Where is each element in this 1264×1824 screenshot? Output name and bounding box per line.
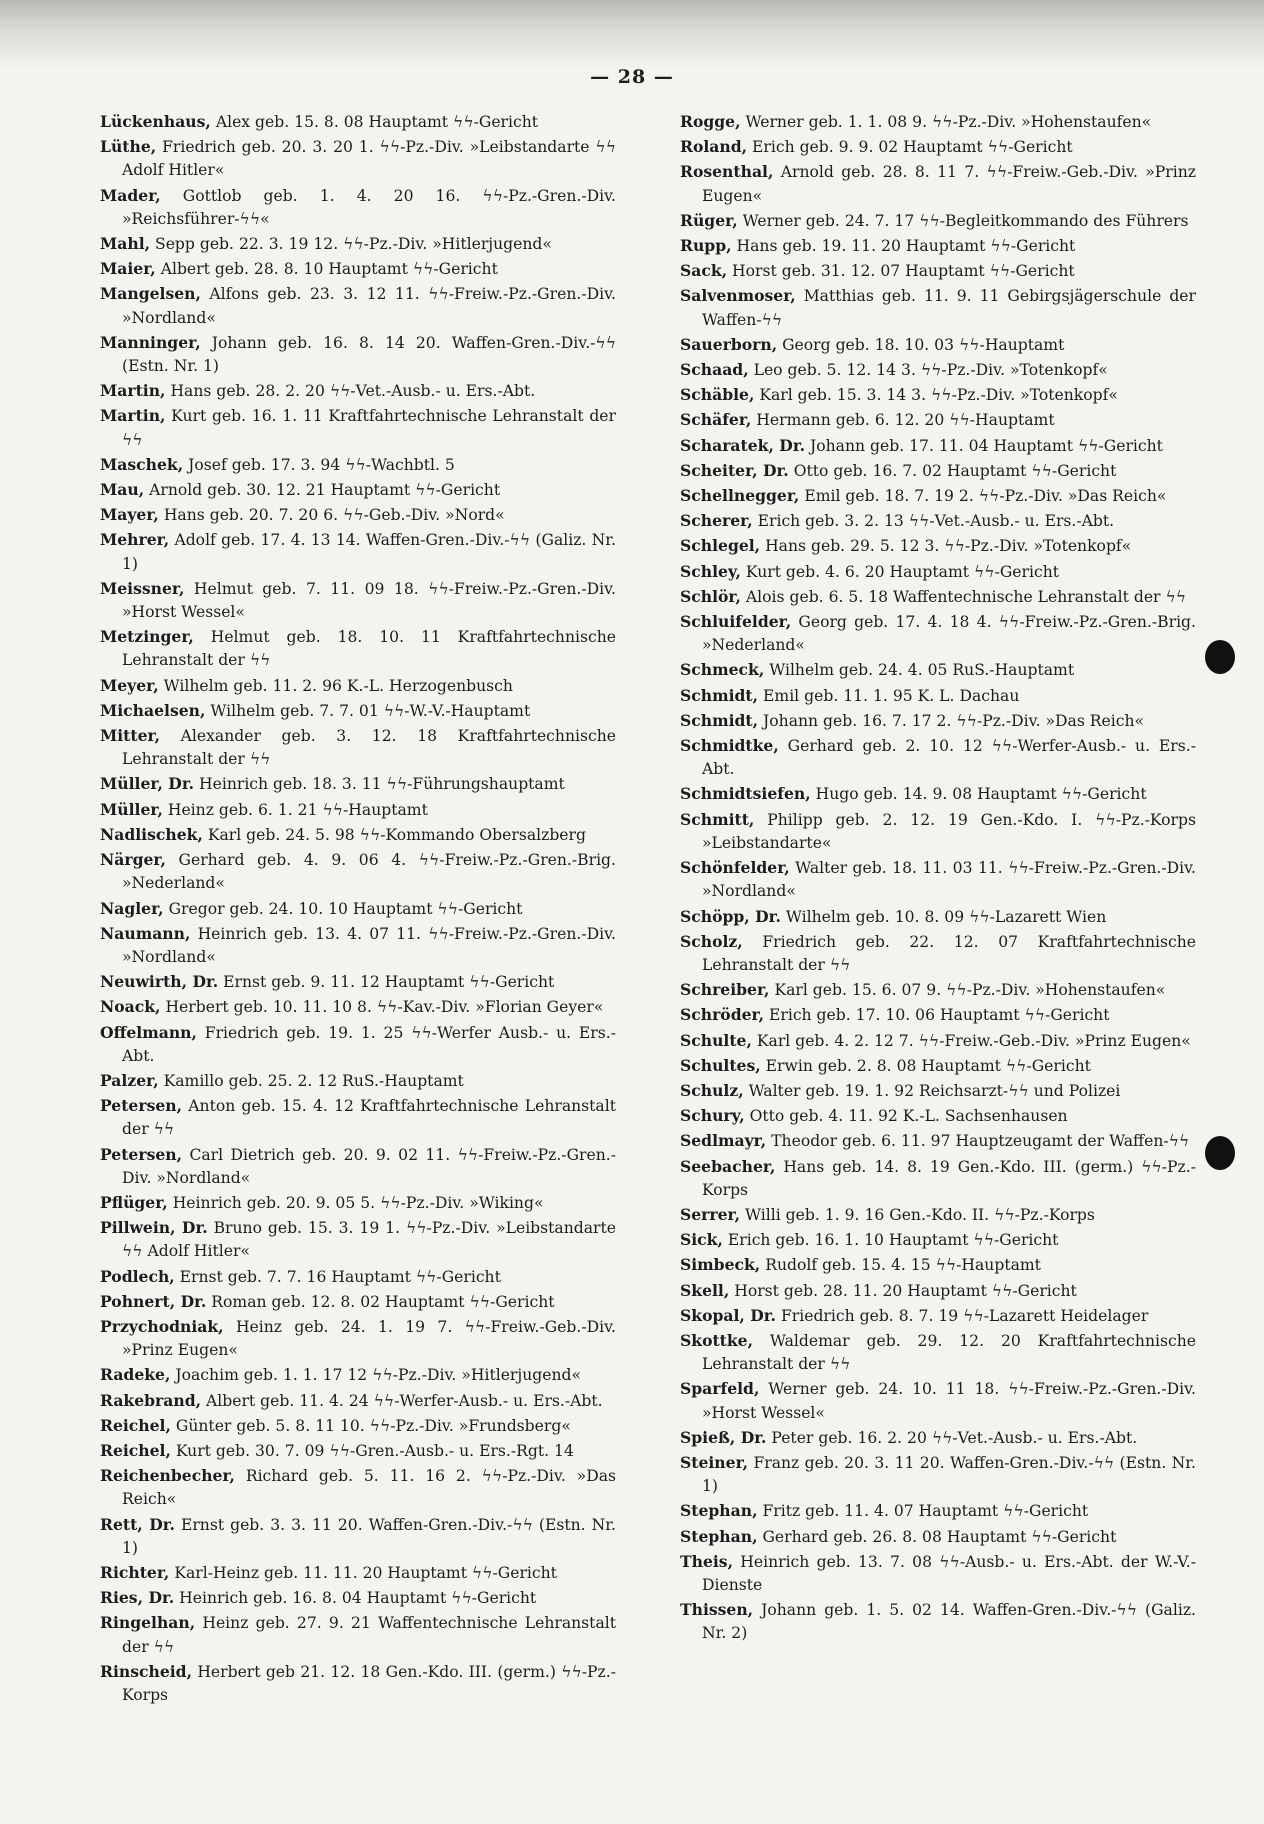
list-item bbox=[100, 798, 616, 822]
entry-details: Hans geb. 20. 7. 20 6. ϟϟ-Geb.-Div. »Nord« bbox=[158, 506, 505, 525]
entry-name: Schmidt, bbox=[680, 685, 759, 705]
entry-details: Heinrich geb. 13. 7. 08 ϟϟ-Ausb.- u. Ers.-Abt. der W.-V.-Dienste bbox=[702, 1552, 1196, 1594]
entry-details: Arnold geb. 28. 8. 11 7. ϟϟ-Freiw.-Geb.-Div. »Prinz Eugen« bbox=[702, 163, 1196, 205]
entry-name: Sedlmayr, bbox=[680, 1131, 767, 1151]
entry-details: Hans geb. 19. 11. 20 Hauptamt ϟϟ-Gericht bbox=[731, 237, 1076, 256]
entry-details: Alfons geb. 23. 3. 12 11. ϟϟ-Freiw.-Pz.-Gren.-Div. »Nordland« bbox=[122, 285, 616, 327]
entry-name: Spieß, Dr. bbox=[680, 1427, 767, 1447]
list-item bbox=[680, 484, 1196, 508]
entry-name: Schäble, bbox=[680, 385, 755, 405]
entry-details: Friedrich geb. 8. 7. 19 ϟϟ-Lazarett Heidelager bbox=[776, 1306, 1149, 1325]
entry-details: Walter geb. 18. 11. 03 11. ϟϟ-Freiw.-Pz.-Gren.-Div. »Nordland« bbox=[702, 859, 1196, 901]
entry-details: Herbert geb 21. 12. 18 Gen.-Kdo. III. (germ.) ϟϟ-Pz.-Korps bbox=[122, 1662, 616, 1704]
entry-name: Richter, bbox=[100, 1562, 170, 1582]
entry-name: Scheiter, Dr. bbox=[680, 460, 789, 480]
list-item bbox=[680, 408, 1196, 432]
entry-details: Richard geb. 5. 11. 16 2. ϟϟ-Pz.-Div. »Das Reich« bbox=[122, 1467, 616, 1509]
entry-name: Scherer, bbox=[680, 511, 753, 531]
punch-hole-mark bbox=[1205, 1136, 1235, 1170]
entry-details: Arnold geb. 30. 12. 21 Hauptamt ϟϟ-Gericht bbox=[144, 481, 501, 500]
list-item bbox=[680, 358, 1196, 382]
entry-details: Hans geb. 28. 2. 20 ϟϟ-Vet.-Ausb.- u. Ers.-Abt. bbox=[165, 382, 536, 401]
list-item bbox=[100, 922, 616, 969]
entry-name: Radeke, bbox=[100, 1365, 171, 1385]
list-item bbox=[100, 674, 616, 698]
entry-name: Thissen, bbox=[680, 1600, 754, 1620]
list-item bbox=[680, 1129, 1196, 1153]
list-item bbox=[680, 383, 1196, 407]
entry-name: Müller, bbox=[100, 799, 163, 819]
entry-details: Johann geb. 17. 11. 04 Hauptamt ϟϟ-Gericht bbox=[805, 436, 1163, 455]
list-item bbox=[680, 1228, 1196, 1252]
entry-name: Ringelhan, bbox=[100, 1613, 196, 1633]
entry-details: Theodor geb. 6. 11. 97 Hauptzeugamt der Waffen-ϟϟ bbox=[766, 1132, 1190, 1151]
entry-name: Naumann, bbox=[100, 923, 191, 943]
entry-name: Meissner, bbox=[100, 578, 185, 598]
entry-details: Alois geb. 6. 5. 18 Waffentechnische Lehranstalt der ϟϟ bbox=[740, 587, 1187, 606]
entry-name: Podlech, bbox=[100, 1266, 175, 1286]
list-item bbox=[100, 453, 616, 477]
list-item bbox=[680, 905, 1196, 929]
entry-details: Leo geb. 5. 12. 14 3. ϟϟ-Pz.-Div. »Totenkopf« bbox=[748, 361, 1108, 380]
list-item bbox=[680, 1104, 1196, 1128]
entry-name: Schönfelder, bbox=[680, 858, 790, 878]
right-column bbox=[680, 110, 1196, 1647]
entry-details: Alex geb. 15. 8. 08 Hauptamt ϟϟ-Gericht bbox=[210, 113, 539, 131]
list-item bbox=[680, 534, 1196, 558]
entry-details: Kurt geb. 16. 1. 11 Kraftfahrtechnische Lehranstalt der ϟϟ bbox=[122, 407, 616, 449]
entry-details: Otto geb. 4. 11. 92 K.-L. Sachsenhausen bbox=[744, 1107, 1068, 1126]
list-item bbox=[680, 1598, 1196, 1645]
entry-details: Albert geb. 28. 8. 10 Hauptamt ϟϟ-Gericht bbox=[155, 260, 498, 279]
list-item bbox=[680, 930, 1196, 977]
entry-details: Georg geb. 18. 10. 03 ϟϟ-Hauptamt bbox=[777, 335, 1065, 354]
entry-name: Schröder, bbox=[680, 1005, 765, 1025]
list-item bbox=[100, 135, 616, 182]
list-item bbox=[100, 1094, 616, 1141]
entry-name: Rupp, bbox=[680, 236, 732, 256]
entry-name: Sick, bbox=[680, 1230, 723, 1250]
entry-name: Martin, bbox=[100, 381, 166, 401]
list-item bbox=[680, 209, 1196, 233]
entry-name: Skell, bbox=[680, 1280, 730, 1300]
entry-details: Heinz geb. 24. 1. 19 7. ϟϟ-Freiw.-Geb.-Div. »Prinz Eugen« bbox=[122, 1317, 616, 1360]
entry-details: Hermann geb. 6. 12. 20 ϟϟ-Hauptamt bbox=[751, 411, 1055, 430]
entry-name: Rogge, bbox=[680, 112, 741, 131]
entry-name: Skottke, bbox=[680, 1330, 754, 1350]
entry-details: Helmut geb. 18. 10. 11 Kraftfahrtechnische Lehranstalt der ϟϟ bbox=[122, 628, 616, 670]
entry-name: Michaelsen, bbox=[100, 700, 206, 720]
list-item bbox=[100, 282, 616, 329]
entry-details: Wilhelm geb. 7. 7. 01 ϟϟ-W.-V.-Hauptamt bbox=[205, 701, 531, 720]
entry-name: Schmidtke, bbox=[680, 736, 779, 756]
entry-details: Kamillo geb. 25. 2. 12 RuS.-Hauptamt bbox=[158, 1071, 464, 1090]
list-item bbox=[680, 1253, 1196, 1277]
entry-name: Reichenbecher, bbox=[100, 1466, 235, 1486]
list-item bbox=[680, 782, 1196, 806]
entry-details: Heinrich geb. 16. 8. 04 Hauptamt ϟϟ-Gericht bbox=[174, 1589, 537, 1608]
list-item bbox=[680, 110, 1196, 134]
entry-name: Przychodniak, bbox=[100, 1316, 224, 1336]
list-item bbox=[100, 995, 616, 1019]
entry-details: Heinrich geb. 20. 9. 05 5. ϟϟ-Pz.-Div. »Wiking« bbox=[167, 1193, 544, 1212]
entry-name: Palzer, bbox=[100, 1070, 159, 1090]
entry-details: Kurt geb. 30. 7. 09 ϟϟ-Gren.-Ausb.- u. Ers.-Rgt. 14 bbox=[170, 1441, 574, 1460]
entry-details: Johann geb. 16. 7. 17 2. ϟϟ-Pz.-Div. »Das Reich« bbox=[758, 711, 1145, 730]
entry-name: Petersen, bbox=[100, 1144, 183, 1164]
list-item bbox=[100, 1216, 616, 1263]
entry-name: Schulte, bbox=[680, 1030, 752, 1050]
entry-details: Adolf geb. 17. 4. 13 14. Waffen-Gren.-Div.-ϟϟ (Galiz. Nr. 1) bbox=[122, 531, 616, 573]
entry-details: Walter geb. 19. 1. 92 Reichsarzt-ϟϟ und Polizei bbox=[743, 1081, 1121, 1100]
list-item bbox=[100, 478, 616, 502]
entry-details: Roman geb. 12. 8. 02 Hauptamt ϟϟ-Gericht bbox=[206, 1292, 555, 1311]
entry-name: Sparfeld, bbox=[680, 1379, 760, 1399]
entry-details: Friedrich geb. 22. 12. 07 Kraftfahrtechnische Lehranstalt der ϟϟ bbox=[702, 932, 1196, 974]
list-item bbox=[680, 585, 1196, 609]
entry-details: Heinrich geb. 18. 3. 11 ϟϟ-Führungshauptamt bbox=[194, 775, 565, 794]
entry-name: Schäfer, bbox=[680, 410, 752, 430]
list-item bbox=[680, 1279, 1196, 1303]
entry-details: Hugo geb. 14. 9. 08 Hauptamt ϟϟ-Gericht bbox=[810, 785, 1147, 804]
entry-details: Erich geb. 16. 1. 10 Hauptamt ϟϟ-Gericht bbox=[722, 1231, 1059, 1250]
entry-details: Herbert geb. 10. 11. 10 8. ϟϟ-Kav.-Div. »Florian Geyer« bbox=[160, 998, 604, 1017]
entry-details: Heinz geb. 6. 1. 21 ϟϟ-Hauptamt bbox=[162, 800, 428, 819]
entry-details: Waldemar geb. 29. 12. 20 Kraftfahrtechnische Lehranstalt der ϟϟ bbox=[702, 1331, 1196, 1374]
entry-name: Mehrer, bbox=[100, 530, 170, 550]
entry-details: Georg geb. 17. 4. 18 4. ϟϟ-Freiw.-Pz.-Gren.-Brig. »Nederland« bbox=[702, 613, 1196, 655]
entry-details: Werner geb. 24. 10. 11 18. ϟϟ-Freiw.-Pz.-Gren.-Div. »Horst Wessel« bbox=[702, 1380, 1196, 1422]
list-item bbox=[680, 1499, 1196, 1523]
entry-details: Albert geb. 11. 4. 24 ϟϟ-Werfer-Ausb.- u. Ers.-Abt. bbox=[201, 1391, 603, 1410]
entry-name: Schmitt, bbox=[680, 809, 755, 829]
entry-details: Anton geb. 15. 4. 12 Kraftfahrtechnische Lehranstalt der ϟϟ bbox=[122, 1097, 616, 1139]
entry-name: Sack, bbox=[680, 261, 728, 281]
entry-name: Roland, bbox=[680, 137, 748, 157]
list-item bbox=[680, 734, 1196, 781]
list-item bbox=[680, 259, 1196, 283]
list-item bbox=[100, 823, 616, 847]
entry-name: Mitter, bbox=[100, 726, 161, 746]
entry-details: Werner geb. 1. 1. 08 9. ϟϟ-Pz.-Div. »Hohenstaufen« bbox=[740, 113, 1152, 131]
entry-details: Wilhelm geb. 11. 2. 96 K.-L. Herzogenbusch bbox=[158, 676, 513, 695]
entry-details: Erich geb. 17. 10. 06 Hauptamt ϟϟ-Gericht bbox=[764, 1006, 1110, 1025]
entry-details: Karl-Heinz geb. 11. 11. 20 Hauptamt ϟϟ-Gericht bbox=[169, 1563, 557, 1582]
entry-name: Manninger, bbox=[100, 332, 201, 352]
entry-details: Karl geb. 24. 5. 98 ϟϟ-Kommando Obersalzberg bbox=[202, 825, 586, 844]
list-item bbox=[680, 160, 1196, 207]
list-item bbox=[100, 379, 616, 403]
entry-details: Werner geb. 24. 7. 17 ϟϟ-Begleitkommando des Führers bbox=[737, 211, 1189, 230]
list-item bbox=[100, 1464, 616, 1511]
entry-name: Pohnert, Dr. bbox=[100, 1291, 207, 1311]
entry-details: Emil geb. 18. 7. 19 2. ϟϟ-Pz.-Div. »Das Reich« bbox=[799, 487, 1167, 506]
list-item bbox=[680, 1525, 1196, 1549]
list-item bbox=[100, 1265, 616, 1289]
entry-details: Sepp geb. 22. 3. 19 12. ϟϟ-Pz.-Div. »Hitlerjugend« bbox=[150, 235, 552, 254]
entry-details: Horst geb. 28. 11. 20 Hauptamt ϟϟ-Gericht bbox=[729, 1281, 1077, 1300]
entry-details: Johann geb. 16. 8. 14 20. Waffen-Gren.-Div.-ϟϟ (Estn. Nr. 1) bbox=[122, 333, 616, 376]
list-item bbox=[680, 1451, 1196, 1498]
list-item bbox=[100, 528, 616, 575]
entry-name: Reichel, bbox=[100, 1440, 171, 1460]
entry-details: Matthias geb. 11. 9. 11 Gebirgsjägerschule der Waffen-ϟϟ bbox=[702, 287, 1196, 329]
entry-details: Gottlob geb. 1. 4. 20 16. ϟϟ-Pz.-Gren.-Div. »Reichsführer-ϟϟ« bbox=[122, 186, 616, 228]
entry-details: Karl geb. 4. 2. 12 7. ϟϟ-Freiw.-Geb.-Div. »Prinz Eugen« bbox=[751, 1031, 1191, 1050]
entry-name: Sauerborn, bbox=[680, 334, 778, 354]
list-item bbox=[680, 234, 1196, 258]
entry-name: Noack, bbox=[100, 997, 161, 1017]
entry-name: Schluifelder, bbox=[680, 612, 792, 632]
entry-name: Schulz, bbox=[680, 1080, 744, 1100]
entry-details: Erwin geb. 2. 8. 08 Hauptamt ϟϟ-Gericht bbox=[760, 1056, 1091, 1075]
list-item bbox=[680, 808, 1196, 855]
list-item bbox=[680, 1029, 1196, 1053]
entry-name: Mahl, bbox=[100, 234, 151, 254]
entry-name: Schellnegger, bbox=[680, 486, 800, 506]
entry-name: Pflüger, bbox=[100, 1192, 168, 1212]
entry-details: Johann geb. 1. 5. 02 14. Waffen-Gren.-Div.-ϟϟ (Galiz. Nr. 2) bbox=[702, 1601, 1196, 1643]
punch-hole-mark bbox=[1205, 640, 1235, 674]
list-item bbox=[100, 331, 616, 378]
entry-details: Gerhard geb. 26. 8. 08 Hauptamt ϟϟ-Gericht bbox=[757, 1527, 1117, 1546]
list-item bbox=[100, 897, 616, 921]
list-item bbox=[100, 404, 616, 451]
list-item bbox=[680, 610, 1196, 657]
entry-name: Pillwein, Dr. bbox=[100, 1218, 208, 1238]
entry-name: Scholz, bbox=[680, 931, 743, 951]
list-item bbox=[100, 1363, 616, 1387]
entry-details: Gregor geb. 24. 10. 10 Hauptamt ϟϟ-Gericht bbox=[163, 899, 523, 918]
entry-details: Hans geb. 14. 8. 19 Gen.-Kdo. III. (germ.) ϟϟ-Pz.-Korps bbox=[702, 1157, 1196, 1199]
list-item bbox=[680, 1054, 1196, 1078]
list-item bbox=[680, 1426, 1196, 1450]
entry-details: Karl geb. 15. 3. 14 3. ϟϟ-Pz.-Div. »Totenkopf« bbox=[754, 386, 1118, 405]
list-item bbox=[680, 1155, 1196, 1202]
entry-details: Horst geb. 31. 12. 07 Hauptamt ϟϟ-Gericht bbox=[727, 262, 1075, 281]
list-item bbox=[680, 1203, 1196, 1227]
list-item bbox=[100, 625, 616, 672]
entry-name: Rett, Dr. bbox=[100, 1514, 175, 1534]
entry-name: Mader, bbox=[100, 185, 161, 205]
entry-name: Petersen, bbox=[100, 1096, 183, 1116]
entry-details: Fritz geb. 11. 4. 07 Hauptamt ϟϟ-Gericht bbox=[757, 1502, 1089, 1521]
entry-details: Alexander geb. 3. 12. 18 Kraftfahrtechnische Lehranstalt der ϟϟ bbox=[122, 727, 616, 769]
entry-details: Erich geb. 3. 2. 13 ϟϟ-Vet.-Ausb.- u. Ers.-Abt. bbox=[752, 512, 1115, 531]
list-item bbox=[680, 333, 1196, 357]
entry-details: Heinrich geb. 13. 4. 07 11. ϟϟ-Freiw.-Pz.-Gren.-Div. »Nordland« bbox=[122, 924, 616, 966]
entry-details: Friedrich geb. 20. 3. 20 1. ϟϟ-Pz.-Div. »Leibstandarte ϟϟ Adolf Hitler« bbox=[122, 138, 616, 180]
entry-name: Nadlischek, bbox=[100, 824, 203, 844]
page-number: — 28 — bbox=[590, 66, 674, 88]
entry-details: Friedrich geb. 19. 1. 25 ϟϟ-Werfer Ausb.- u. Ers.-Abt. bbox=[122, 1023, 616, 1065]
entry-name: Lüthe, bbox=[100, 137, 157, 157]
entry-details: Heinz geb. 27. 9. 21 Waffentechnische Lehranstalt der ϟϟ bbox=[122, 1614, 616, 1656]
list-item bbox=[100, 1586, 616, 1610]
entry-name: Lückenhaus, bbox=[100, 112, 211, 131]
entry-details: Bruno geb. 15. 3. 19 1. ϟϟ-Pz.-Div. »Leibstandarte ϟϟ Adolf Hitler« bbox=[122, 1219, 616, 1261]
list-item bbox=[100, 503, 616, 527]
list-item bbox=[100, 184, 616, 231]
entry-name: Müller, Dr. bbox=[100, 774, 195, 794]
entry-name: Schreiber, bbox=[680, 980, 770, 1000]
entry-details: Rudolf geb. 15. 4. 15 ϟϟ-Hauptamt bbox=[760, 1256, 1041, 1275]
list-item bbox=[680, 1079, 1196, 1103]
list-item bbox=[100, 1389, 616, 1413]
entry-details: Günter geb. 5. 8. 11 10. ϟϟ-Pz.-Div. »Frundsberg« bbox=[170, 1416, 571, 1435]
list-item bbox=[100, 1143, 616, 1190]
list-item bbox=[100, 1660, 616, 1707]
entry-name: Rüger, bbox=[680, 210, 738, 230]
entry-details: Ernst geb. 9. 11. 12 Hauptamt ϟϟ-Gericht bbox=[218, 973, 555, 992]
list-item bbox=[680, 284, 1196, 331]
entry-details: Emil geb. 11. 1. 95 K. L. Dachau bbox=[758, 686, 1020, 705]
entry-name: Schlör, bbox=[680, 586, 741, 606]
list-item bbox=[680, 684, 1196, 708]
entry-name: Schultes, bbox=[680, 1055, 761, 1075]
entry-name: Salvenmoser, bbox=[680, 286, 796, 306]
list-item bbox=[680, 856, 1196, 903]
entry-name: Offelmann, bbox=[100, 1022, 197, 1042]
entry-name: Mayer, bbox=[100, 505, 159, 525]
entry-details: Gerhard geb. 2. 10. 12 ϟϟ-Werfer-Ausb.- u. Ers.-Abt. bbox=[702, 737, 1196, 779]
list-item bbox=[100, 1315, 616, 1362]
entry-name: Rakebrand, bbox=[100, 1390, 202, 1410]
entry-name: Schmidt, bbox=[680, 710, 759, 730]
entry-name: Seebacher, bbox=[680, 1156, 776, 1176]
entry-name: Neuwirth, Dr. bbox=[100, 972, 219, 992]
list-item bbox=[100, 1439, 616, 1463]
entry-name: Simbeck, bbox=[680, 1255, 761, 1275]
entry-name: Skopal, Dr. bbox=[680, 1305, 776, 1325]
entry-name: Mau, bbox=[100, 480, 145, 500]
entry-details: Wilhelm geb. 24. 4. 05 RuS.-Hauptamt bbox=[764, 661, 1075, 680]
list-item bbox=[100, 970, 616, 994]
entry-name: Rosenthal, bbox=[680, 162, 774, 182]
list-item bbox=[100, 848, 616, 895]
list-item bbox=[680, 1377, 1196, 1424]
list-item bbox=[680, 434, 1196, 458]
entry-name: Nagler, bbox=[100, 898, 164, 918]
entry-details: Hans geb. 29. 5. 12 3. ϟϟ-Pz.-Div. »Totenkopf« bbox=[760, 537, 1132, 556]
list-item bbox=[100, 1290, 616, 1314]
entry-name: Scharatek, Dr. bbox=[680, 435, 806, 455]
list-item bbox=[680, 658, 1196, 682]
entry-details: Philipp geb. 2. 12. 19 Gen.-Kdo. I. ϟϟ-Pz.-Korps »Leibstandarte« bbox=[702, 810, 1196, 852]
entry-details: Ernst geb. 7. 7. 16 Hauptamt ϟϟ-Gericht bbox=[174, 1267, 501, 1286]
entry-name: Schöpp, Dr. bbox=[680, 906, 781, 926]
entry-details: Willi geb. 1. 9. 16 Gen.-Kdo. II. ϟϟ-Pz.-Korps bbox=[740, 1205, 1095, 1224]
list-item bbox=[680, 135, 1196, 159]
entry-name: Rinscheid, bbox=[100, 1661, 193, 1681]
entry-name: Martin, bbox=[100, 406, 166, 426]
list-item bbox=[100, 257, 616, 281]
entry-details: Wilhelm geb. 10. 8. 09 ϟϟ-Lazarett Wien bbox=[780, 907, 1107, 926]
entry-details: Joachim geb. 1. 1. 17 12 ϟϟ-Pz.-Div. »Hitlerjugend« bbox=[170, 1366, 582, 1385]
entry-details: Gerhard geb. 4. 9. 06 4. ϟϟ-Freiw.-Pz.-Gren.-Brig. »Nederland« bbox=[122, 851, 616, 893]
entry-name: Stephan, bbox=[680, 1501, 758, 1521]
list-item bbox=[100, 1513, 616, 1560]
entry-name: Reichel, bbox=[100, 1415, 171, 1435]
list-item bbox=[680, 509, 1196, 533]
entry-name: Maschek, bbox=[100, 454, 184, 474]
entry-name: Theis, bbox=[680, 1551, 733, 1571]
list-item bbox=[100, 1021, 616, 1068]
entry-details: Erich geb. 9. 9. 02 Hauptamt ϟϟ-Gericht bbox=[747, 138, 1073, 157]
entry-name: Serrer, bbox=[680, 1204, 741, 1224]
list-item bbox=[680, 1003, 1196, 1027]
list-item bbox=[680, 560, 1196, 584]
entry-name: Meyer, bbox=[100, 675, 159, 695]
list-item bbox=[100, 1069, 616, 1093]
list-item bbox=[100, 1414, 616, 1438]
entry-details: Helmut geb. 7. 11. 09 18. ϟϟ-Freiw.-Pz.-Gren.-Div. »Horst Wessel« bbox=[122, 579, 616, 622]
entry-details: Ernst geb. 3. 3. 11 20. Waffen-Gren.-Div.-ϟϟ (Estn. Nr. 1) bbox=[122, 1515, 616, 1557]
entry-name: Mangelsen, bbox=[100, 284, 201, 304]
entry-name: Ries, Dr. bbox=[100, 1588, 175, 1608]
entry-name: Schlegel, bbox=[680, 536, 761, 556]
entry-name: Metzinger, bbox=[100, 627, 194, 647]
list-item bbox=[680, 1329, 1196, 1376]
entry-name: Maier, bbox=[100, 259, 156, 279]
list-item bbox=[100, 772, 616, 796]
list-item bbox=[100, 1561, 616, 1585]
list-item bbox=[100, 724, 616, 771]
list-item bbox=[100, 699, 616, 723]
entry-details: Peter geb. 16. 2. 20 ϟϟ-Vet.-Ausb.- u. Ers.-Abt. bbox=[766, 1428, 1138, 1447]
entry-name: Schaad, bbox=[680, 360, 749, 380]
entry-details: Carl Dietrich geb. 20. 9. 02 11. ϟϟ-Freiw.-Pz.-Gren.-Div. »Nordland« bbox=[122, 1145, 616, 1187]
entry-name: Schmeck, bbox=[680, 660, 765, 680]
entry-details: Kurt geb. 4. 6. 20 Hauptamt ϟϟ-Gericht bbox=[740, 562, 1060, 581]
entry-details: Franz geb. 20. 3. 11 20. Waffen-Gren.-Div.-ϟϟ (Estn. Nr. 1) bbox=[702, 1453, 1196, 1496]
list-item bbox=[680, 459, 1196, 483]
list-item bbox=[100, 1611, 616, 1658]
entry-name: Närger, bbox=[100, 850, 166, 870]
list-item bbox=[100, 577, 616, 624]
list-item bbox=[100, 232, 616, 256]
entry-name: Schley, bbox=[680, 561, 741, 581]
list-item bbox=[100, 1191, 616, 1215]
entry-name: Steiner, bbox=[680, 1452, 749, 1472]
list-item bbox=[680, 1550, 1196, 1597]
left-column bbox=[100, 110, 616, 1708]
list-item bbox=[680, 978, 1196, 1002]
list-item bbox=[680, 709, 1196, 733]
entry-details: Josef geb. 17. 3. 94 ϟϟ-Wachbtl. 5 bbox=[183, 455, 455, 474]
entry-name: Stephan, bbox=[680, 1526, 758, 1546]
scan-shadow bbox=[0, 0, 1264, 70]
entry-name: Schmidtsiefen, bbox=[680, 784, 811, 804]
entry-details: Otto geb. 16. 7. 02 Hauptamt ϟϟ-Gericht bbox=[788, 461, 1117, 480]
list-item bbox=[100, 110, 616, 134]
entry-name: Schury, bbox=[680, 1106, 745, 1126]
entry-details: Karl geb. 15. 6. 07 9. ϟϟ-Pz.-Div. »Hohenstaufen« bbox=[769, 981, 1166, 1000]
list-item bbox=[680, 1304, 1196, 1328]
